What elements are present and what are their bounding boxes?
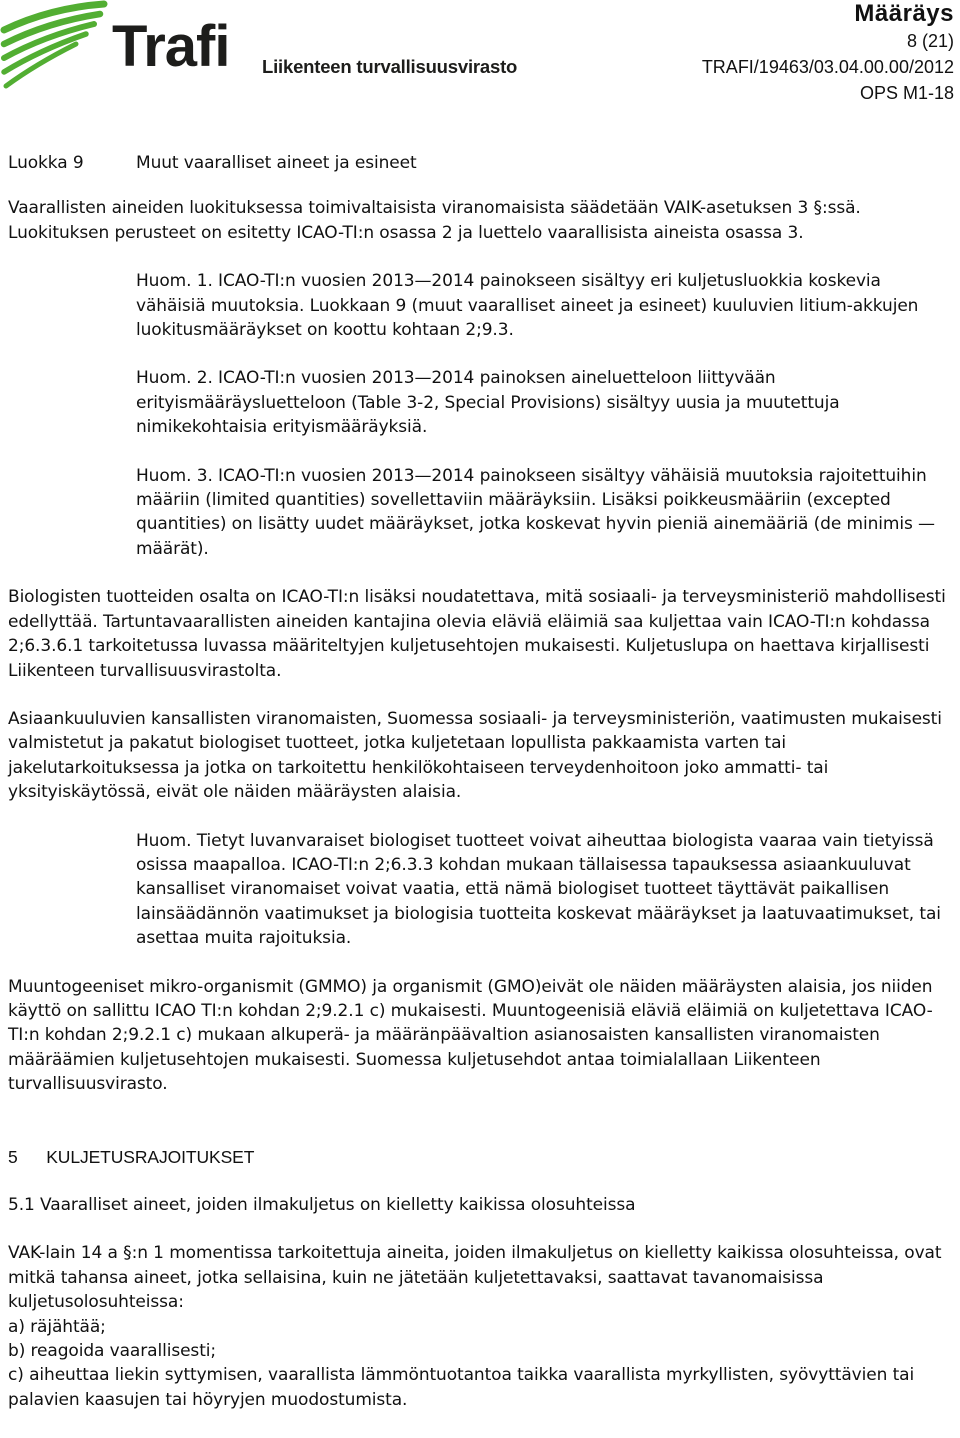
class-heading: [8, 151, 954, 175]
document-type: Määräys: [854, 0, 954, 27]
note-3: Huom. 3. ICAO-TI:n vuosien 2013—2014 painokseen sisältyy vähäisiä muutoksia rajoitettuihin määriin (limited quantities) sovellettaviin määräyksiin. Lisäksi poikkeusmääriin (excepted quantities) on lisätty uudet määräykset, jotka koskevat hyvin pieniä ainemääriä (de minimis —määrät).: [136, 465, 935, 559]
section-5-heading: 5 KULJETUSRAJOITUKSET: [8, 1146, 255, 1167]
list-item: c) aiheuttaa liekin syttymisen, vaarallista lämmöntuotantoa taikka vaarallista myrkyllisten, syövyttävien tai palavien kaasujen tai höyryjen muodostumista.: [8, 1365, 915, 1410]
logo-subtitle: Liikenteen turvallisuusvirasto: [262, 56, 518, 77]
document-header: [702, 0, 954, 106]
trafi-swoosh-icon: [0, 0, 112, 90]
section-5-1-text: VAK-lain 14 a §:n 1 momentissa tarkoitettuja aineita, joiden ilmakuljetus on kielletty kaikissa olosuhteissa, ovat mitkä tahansa aineet, jotka sellaisina, kuin ne jätetään kuljetettavaksi, saattavat tavanomaisissa kuljetusolosuhteissa:: [8, 1243, 942, 1313]
list-item: b) reagoida vaarallisesti;: [8, 1341, 217, 1362]
trafi-logo: [0, 0, 520, 90]
page-number: 8 (21): [906, 31, 954, 51]
biological-paragraph: Biologisten tuotteiden osalta on ICAO-TI:n lisäksi noudatettava, mitä sosiaali- ja terveysministeriö mahdollisesti edellyttää. Tartuntavaarallisten aineiden kantajina olevia eläviä eläimiä saa kuljettaa vain ICAO-TI:n kohdassa 2;6.3.6.1 tarkoitetussa luvassa määriteltyjen kuljetusehtojen mukaisesti. Kuljetuslupa on haettava kirjallisesti Liikenteen turvallisuusvirastolta.: [8, 587, 946, 681]
intro-paragraph: Vaarallisten aineiden luokituksessa toimivaltaisista viranomaisista säädetään VAIK-asetuksen 3 §:ssä. Luokituksen perusteet on esitetty ICAO-TI:n osassa 2 ja luettelo vaarallisista aineista osassa 3.: [8, 198, 861, 243]
list-item: a) räjähtää;: [8, 1316, 106, 1337]
note-4: Huom. Tietyt luvanvaraiset biologiset tuotteet voivat aiheuttaa biologista vaaraa vain tietyissä osissa maapalloa. ICAO-TI:n 2;6.3.3 kohdan mukaan tällaisessa tapauksessa asiaankuuluvat kansalliset viranomaiset voivat vaatia, että nämä biologiset tuotteet täyttävät paikallisen lainsäädännön vaatimukset ja biologisia tuotteita koskevat määräykset ja laatuvaatimukset, tai asettaa muita rajoituksia.: [136, 830, 941, 949]
note-1: Huom. 1. ICAO-TI:n vuosien 2013—2014 painokseen sisältyy eri kuljetusluokkia koskevia vähäisiä muutoksia. Luokkaan 9 (muut vaaralliset aineet ja esineet) kuuluvien litium-akkujen luokitusmääräykset on koottu kohtaan 2;9.3.: [136, 271, 919, 341]
document-body: [8, 151, 954, 1412]
document-reference: TRAFI/19463/03.04.00.00/2012: [701, 57, 954, 77]
note-2: Huom. 2. ICAO-TI:n vuosien 2013—2014 painoksen aineluetteloon liittyvään erityismääräysluetteloon (Table 3-2, Special Provisions) sisältyy uusia ja muutettuja nimikekohtaisia erityismääräyksiä.: [136, 368, 840, 438]
class-title: Muut vaaralliset aineet ja esineet: [136, 153, 417, 173]
authorities-paragraph: Asiaankuuluvien kansallisten viranomaisten, Suomessa sosiaali- ja terveysministeriön, vaatimusten mukaisesti valmistetut ja pakatut biologiset tuotteet, jotka kuljetetaan lopullista pakkaamista varten tai jakelutarkoituksessa ja jotka on tarkoitettu henkilökohtaiseen terveydenhoitoon joko ammatti- tai yksityiskäytössä, eivät ole näiden määräysten alaisia.: [8, 708, 942, 803]
document-code: OPS M1-18: [859, 83, 954, 103]
gmo-paragraph: Muuntogeeniset mikro-organismit (GMMO) ja organismit (GMO)eivät ole näiden määräysten alaisia, jos niiden käyttö on sallittu ICAO TI:n kohdan 2;9.2.1 c) mukaisesti. Muuntogeenisiä eläviä eläimiä on kuljetettava ICAO-TI:n kohdan 2;9.2.1 c) mukaan alkuperä- ja määränpäävaltion asianosaisten kansallisten viranomaisten määräämien kuljetusehtojen mukaisesti. Suomessa kuljetusehdot antaa toimialallaan Liikenteen turvallisuusvirasto.: [8, 976, 933, 1095]
section-5-1-heading: 5.1 Vaaralliset aineet, joiden ilmakuljetus on kielletty kaikissa olosuhteissa: [8, 1195, 636, 1215]
class-label: Luokka 9: [8, 153, 84, 173]
logo-wordmark: Trafi: [112, 14, 230, 79]
